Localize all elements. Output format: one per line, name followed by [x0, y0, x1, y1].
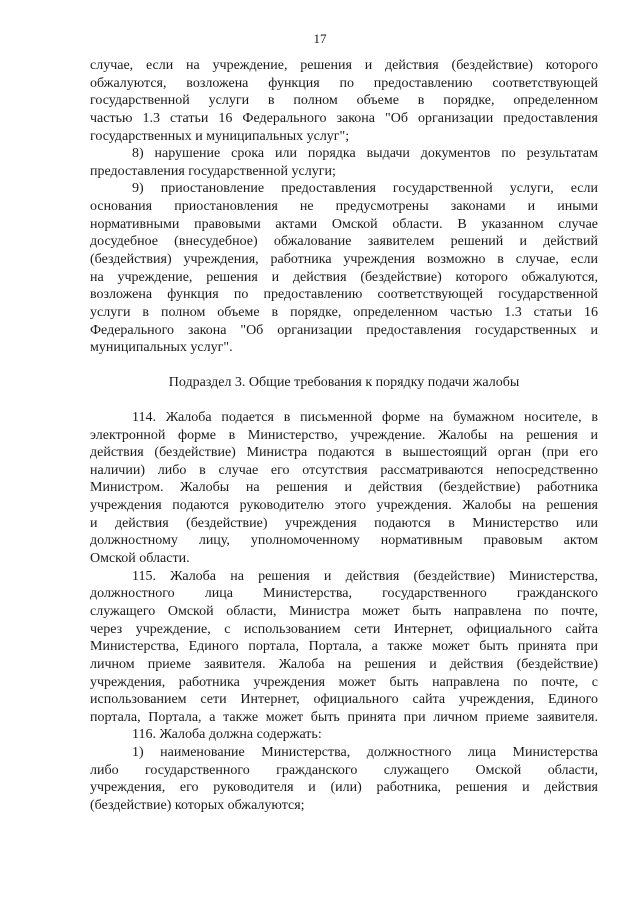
- paragraph-114: [90, 409, 598, 568]
- text-line: учреждения, работника учреждения может быть направлена по почте, с: [90, 674, 598, 690]
- text-line: досудебное (внесудебное) обжалование заявителем решений и действий: [90, 234, 598, 250]
- text-line: (бездействие) которых обжалуются;: [90, 798, 305, 813]
- text-line: портала, Портала, а также может быть принята при личном приеме заявителя.: [90, 709, 598, 725]
- document-body: [90, 57, 598, 815]
- text-line: 114. Жалоба подается в письменной форме на бумажном носителе, в: [132, 409, 598, 425]
- text-line: наличии) либо в случае его отсутствия рассматриваются непосредственно: [90, 462, 598, 478]
- text-line: электронной форме в Министерство, учреждение. Жалобы на решения и: [90, 427, 598, 443]
- text-line: Министром. Жалобы на решения и действия (бездействие) работника: [90, 480, 598, 496]
- text-line: на учреждение, решения и действия (бездействие) которого обжалуются,: [90, 269, 598, 285]
- text-line: и действия (бездействие) учреждения подаются в Министерство или: [90, 515, 598, 531]
- paragraph-116: [90, 726, 598, 744]
- text-line: основания приостановления не предусмотрены законами и иными: [90, 199, 598, 215]
- section-heading: Подраздел 3. Общие требования к порядку подачи жалобы: [168, 375, 520, 391]
- text-line: предоставления государственной услуги;: [90, 163, 336, 179]
- text-line: действия (бездействие) Министра подаются в вышестоящий орган (при его: [90, 445, 598, 461]
- paragraph-item-1: [90, 744, 598, 815]
- paragraph-item-8: [90, 145, 598, 180]
- text-line: (бездействия) учреждения, работника учреждения возможно в случае, если: [90, 252, 598, 268]
- text-line: учреждения подаются руководителю этого учреждения. Жалобы на решения: [90, 498, 598, 514]
- text-line: 9) приостановление предоставления государственной услуги, если: [132, 181, 598, 197]
- text-line: 115. Жалоба на решения и действия (бездействие) Министерства,: [132, 568, 598, 584]
- text-line: Омской области.: [90, 551, 190, 567]
- page-number: 17: [313, 31, 327, 46]
- text-line: государственных и муниципальных услуг";: [90, 128, 350, 144]
- paragraph-continuation: [90, 57, 598, 145]
- text-line: обжалуются, возложена функция по предоставлению соответствующей: [90, 75, 598, 91]
- text-line: 116. Жалоба должна содержать:: [132, 727, 322, 743]
- text-line: нормативными правовыми актами Омской области. В указанном случае: [90, 216, 598, 232]
- text-line: Федерального закона "Об организации предоставления государственных и: [90, 322, 598, 338]
- text-line: использованием сети Интернет, официального сайта учреждения, Единого: [90, 692, 598, 708]
- text-line: личном приеме заявителя. Жалоба на решения и действия (бездействие): [90, 656, 598, 672]
- text-line: либо государственного гражданского служащего Омской области,: [90, 762, 598, 778]
- text-line: учреждения, его руководителя и (или) работника, решения и действия: [90, 780, 598, 796]
- text-line: 1) наименование Министерства, должностного лица Министерства: [132, 745, 598, 761]
- text-line: 8) нарушение срока или порядка выдачи документов по результатам: [132, 146, 598, 162]
- text-line: должностного лица Министерства, государственного гражданского: [90, 586, 598, 602]
- text-line: должностному лицу, уполномоченному нормативным правовым актом: [90, 533, 598, 549]
- text-line: возложена функция по предоставлению соответствующей государственной: [90, 287, 598, 303]
- paragraph-115: [90, 568, 598, 727]
- text-line: через учреждение, с использованием сети Интернет, официального сайта: [90, 621, 598, 637]
- text-line: государственной услуги в полном объеме в порядке, определенном: [90, 93, 598, 109]
- text-line: услуги в полном объеме в порядке, определенном частью 1.3 статьи 16: [90, 304, 598, 320]
- text-line: муниципальных услуг".: [90, 340, 233, 356]
- text-line: служащего Омской области, Министра может быть направлена по почте,: [90, 603, 598, 619]
- text-line: Министерства, Единого портала, Портала, а также может быть принята при: [90, 639, 598, 655]
- paragraph-item-9: [90, 180, 598, 356]
- text-line: частью 1.3 статьи 16 Федерального закона "Об организации предоставления: [90, 110, 598, 126]
- text-line: случае, если на учреждение, решения и действия (бездействие) которого: [90, 58, 598, 73]
